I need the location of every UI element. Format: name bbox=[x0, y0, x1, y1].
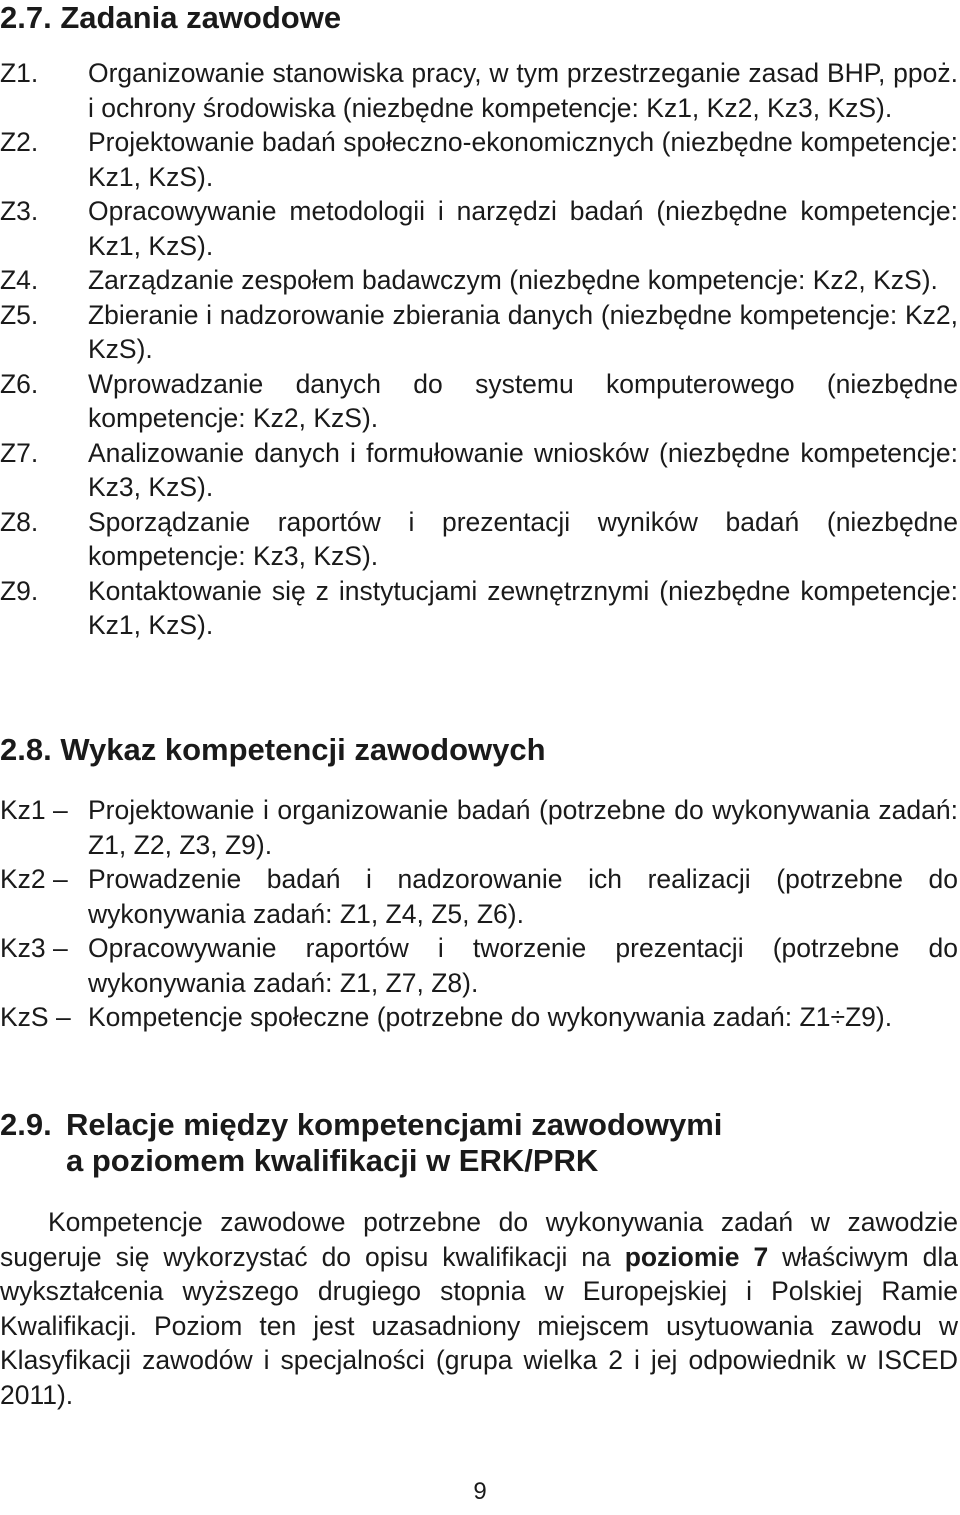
task-code: Z1. bbox=[0, 58, 39, 88]
page-number: 9 bbox=[473, 1478, 487, 1505]
task-code: Z8. bbox=[0, 506, 39, 537]
competency-text: Kompetencje społeczne (potrzebne do wykonywania zadań: Z1÷Z9). bbox=[88, 1002, 893, 1032]
section-2-7-heading: 2.7. Zadania zawodowe bbox=[0, 0, 342, 35]
competency-text: Projektowanie i organizowanie badań (potrzebne do wykonywania zadań: Z1, Z2, Z3, Z9). bbox=[88, 795, 958, 860]
task-item bbox=[0, 298, 958, 367]
competency-code: Kz1 – bbox=[0, 795, 68, 825]
task-item bbox=[0, 505, 958, 574]
section-2-9-title-line1: Relacje między kompetencjami zawodowymi bbox=[66, 1107, 723, 1142]
competency-list bbox=[0, 793, 958, 1035]
task-item bbox=[0, 436, 958, 505]
task-item bbox=[0, 574, 958, 643]
task-text: Zarządzanie zespołem badawczym (niezbędne kompetencje: Kz2, KzS). bbox=[88, 265, 938, 295]
task-code: Z5. bbox=[0, 299, 39, 330]
task-text: Analizowanie danych i formułowanie wniosków (niezbędne kompetencje: Kz3, KzS). bbox=[88, 437, 958, 502]
competency-code: Kz3 – bbox=[0, 933, 68, 963]
competency-text: Prowadzenie badań i nadzorowanie ich realizacji (potrzebne do wykonywania zadań: Z1, Z4, Z5, Z6). bbox=[88, 864, 958, 929]
task-code: Z9. bbox=[0, 575, 39, 606]
task-text: Opracowywanie metodologii i narzędzi badań (niezbędne kompetencje: Kz1, KzS). bbox=[88, 196, 958, 261]
task-code: Z2. bbox=[0, 127, 39, 157]
section-2-9-title-line2: a poziomem kwalifikacji w ERK/PRK bbox=[66, 1143, 599, 1178]
task-text: Sporządzanie raportów i prezentacji wyników badań (niezbędne kompetencje: Kz3, KzS). bbox=[88, 506, 958, 571]
task-item bbox=[0, 125, 958, 194]
paragraph-text-2: właściwym dla wykształcenia wyższego drugiego stopnia w Europejskiej i Polskiej Ramie Kwalifikacji. Poziom ten jest uzasadniony miejscem usytuowania zawodu w Klasyfikacji zawodów i specjalności (grupa wielka 2 i jej odpowiednik w ISCED 2011). bbox=[0, 1241, 958, 1410]
paragraph-bold-level: poziomie 7 bbox=[624, 1241, 769, 1272]
section-2-9-heading bbox=[0, 1107, 958, 1179]
competency-text: Opracowywanie raportów i tworzenie prezentacji (potrzebne do wykonywania zadań: Z1, Z7, Z8). bbox=[88, 933, 958, 998]
competency-item bbox=[0, 793, 958, 862]
competency-item bbox=[0, 862, 958, 931]
competency-item bbox=[0, 931, 958, 1000]
task-text: Organizowanie stanowiska pracy, w tym przestrzeganie zasad BHP, ppoż. i ochrony środowiska (niezbędne kompetencje: Kz1, Kz2, Kz3, KzS). bbox=[88, 58, 958, 123]
section-2-9-paragraph bbox=[0, 1205, 958, 1413]
task-text: Projektowanie badań społeczno-ekonomicznych (niezbędne kompetencje: Kz1, KzS). bbox=[88, 127, 958, 192]
task-code: Z6. bbox=[0, 368, 39, 399]
competency-code: KzS – bbox=[0, 1002, 71, 1032]
task-text: Zbieranie i nadzorowanie zbierania danych (niezbędne kompetencje: Kz2, KzS). bbox=[88, 299, 958, 364]
task-text: Wprowadzanie danych do systemu komputerowego (niezbędne kompetencje: Kz2, KzS). bbox=[88, 368, 958, 433]
paragraph-text-1: Kompetencje zawodowe potrzebne do wykonywania zadań w zawodzie sugeruje się wykorzystać do opisu kwalifikacji na bbox=[0, 1207, 958, 1272]
task-item bbox=[0, 194, 958, 263]
competency-item bbox=[0, 1000, 958, 1035]
competency-code: Kz2 – bbox=[0, 864, 68, 894]
task-item bbox=[0, 56, 958, 125]
task-code: Z7. bbox=[0, 437, 39, 468]
section-2-9-number: 2.9. bbox=[0, 1107, 52, 1142]
task-item bbox=[0, 367, 958, 436]
task-item bbox=[0, 263, 958, 298]
task-text: Kontaktowanie się z instytucjami zewnętrznymi (niezbędne kompetencje: Kz1, KzS). bbox=[88, 575, 958, 640]
task-code: Z3. bbox=[0, 196, 39, 226]
section-2-8-heading: 2.8. Wykaz kompetencji zawodowych bbox=[0, 732, 546, 767]
task-code: Z4. bbox=[0, 265, 39, 295]
task-list bbox=[0, 56, 958, 643]
